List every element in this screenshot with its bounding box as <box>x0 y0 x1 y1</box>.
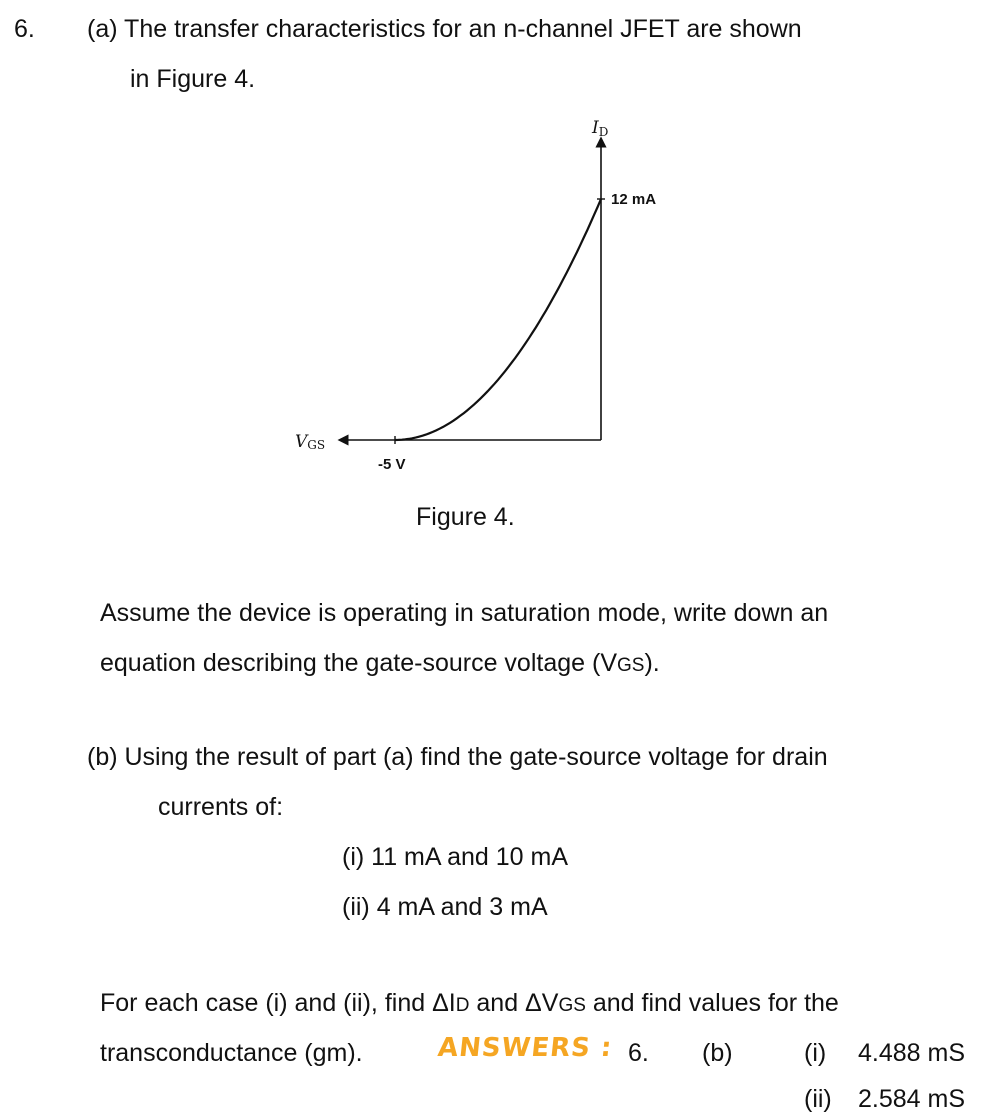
answer-part: (b) <box>702 1039 733 1067</box>
transfer-curve <box>395 199 601 440</box>
part-b-item-i: (i) 11 mA and 10 mA <box>342 843 569 871</box>
answer-i-value: 4.488 mS <box>858 1039 966 1067</box>
answers-label: ANSWERS : <box>436 1033 614 1063</box>
answer-question-ref: 6. <box>628 1039 649 1067</box>
x-axis-label: VGS <box>295 432 326 452</box>
figure-caption: Figure 4. <box>416 503 515 531</box>
transconductance-text: transconductance (gm). <box>100 1039 363 1067</box>
part-a-text-line2: in Figure 4. <box>130 65 256 93</box>
part-b-item-ii: (ii) 4 mA and 3 mA <box>342 893 548 921</box>
part-a-text-line1: (a) The transfer characteristics for an n-channel JFET are shown <box>87 15 802 43</box>
y-axis-label: ID <box>592 118 609 139</box>
vp-label: -5 V <box>378 456 406 473</box>
answer-ii-value: 2.584 mS <box>858 1085 966 1113</box>
assume-text-line2: equation describing the gate-source voltage (VGS). <box>100 649 660 677</box>
part-b-text-line1: (b) Using the result of part (a) find the gate-source voltage for drain <box>87 743 828 771</box>
idss-label: 12 mA <box>611 191 657 208</box>
answer-i-label: (i) <box>804 1039 827 1067</box>
assume-text-line1: Assume the device is operating in saturation mode, write down an <box>100 599 829 627</box>
for-each-text: For each case (i) and (ii), find ΔID and ΔVGS and find values for the <box>100 989 839 1017</box>
question-number: 6. <box>14 15 35 43</box>
part-b-text-line2: currents of: <box>158 793 284 821</box>
answer-ii-label: (ii) <box>804 1085 832 1113</box>
